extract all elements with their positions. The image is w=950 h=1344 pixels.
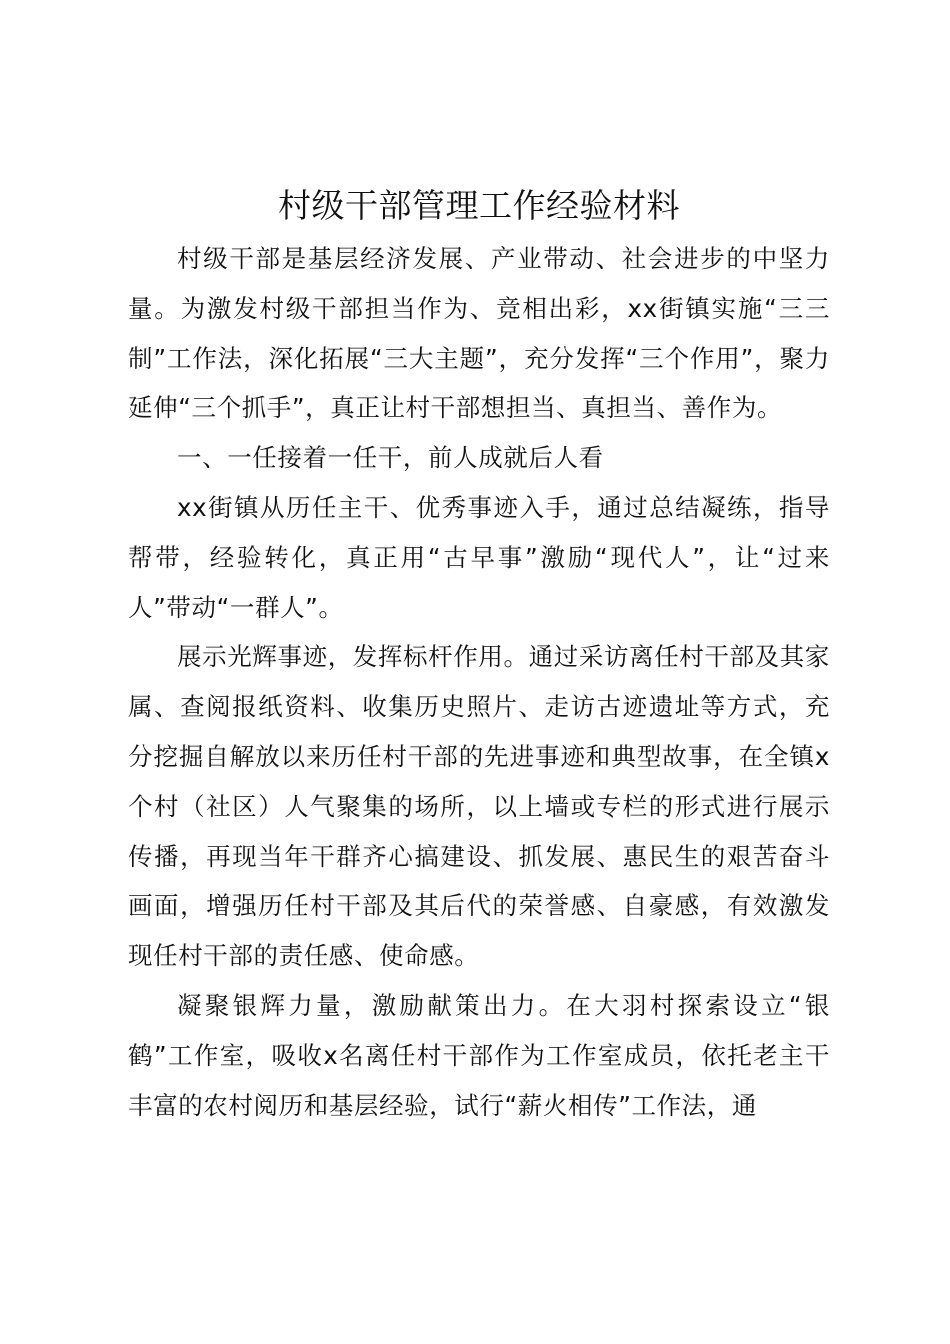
intro-paragraph: 村级干部是基层经济发展、产业带动、社会进步的中坚力量。为激发村级干部担当作为、竞相出彩，xx街镇实施“三三制”工作法，深化拓展“三大主题”，充分发挥“三个作用”，聚力延伸“三个抓手”，真正让村干部想担当、真担当、善作为。 — [128, 244, 830, 423]
section-1-paragraph-2: 展示光辉事迹，发挥标杆作用。通过采访离任村干部及其家属、查阅报纸资料、收集历史照片、走访古迹遗址等方式，充分挖掘自解放以来历任村干部的先进事迹和典型故事，在全镇x个村（社区）人气聚集的场所，以上墙或专栏的形式进行展示传播，再现当年干群齐心搞建设、抓发展、惠民生的艰苦奋斗画面，增强历任村干部及其后代的荣誉感、自豪感，有效激发现任村干部的责任感、使命感。 — [128, 642, 830, 971]
section-1-paragraph-3: 凝聚银辉力量，激励献策出力。在大羽村探索设立“银鹤”工作室，吸收x名离任村干部作为工作室成员，依托老主干丰富的农村阅历和基层经验，试行“薪火相传”工作法，通 — [128, 990, 830, 1120]
section-1-paragraph-1: xx街镇从历任主干、优秀事迹入手，通过总结凝练，指导帮带，经验转化，真正用“古早事”激励“现代人”，让“过来人”带动“一群人”。 — [128, 492, 830, 622]
document-title: 村级干部管理工作经验材料 — [278, 186, 680, 225]
document-page — [128, 180, 830, 1130]
section-heading-1: 一、一任接着一任干，前人成就后人看 — [177, 443, 604, 473]
